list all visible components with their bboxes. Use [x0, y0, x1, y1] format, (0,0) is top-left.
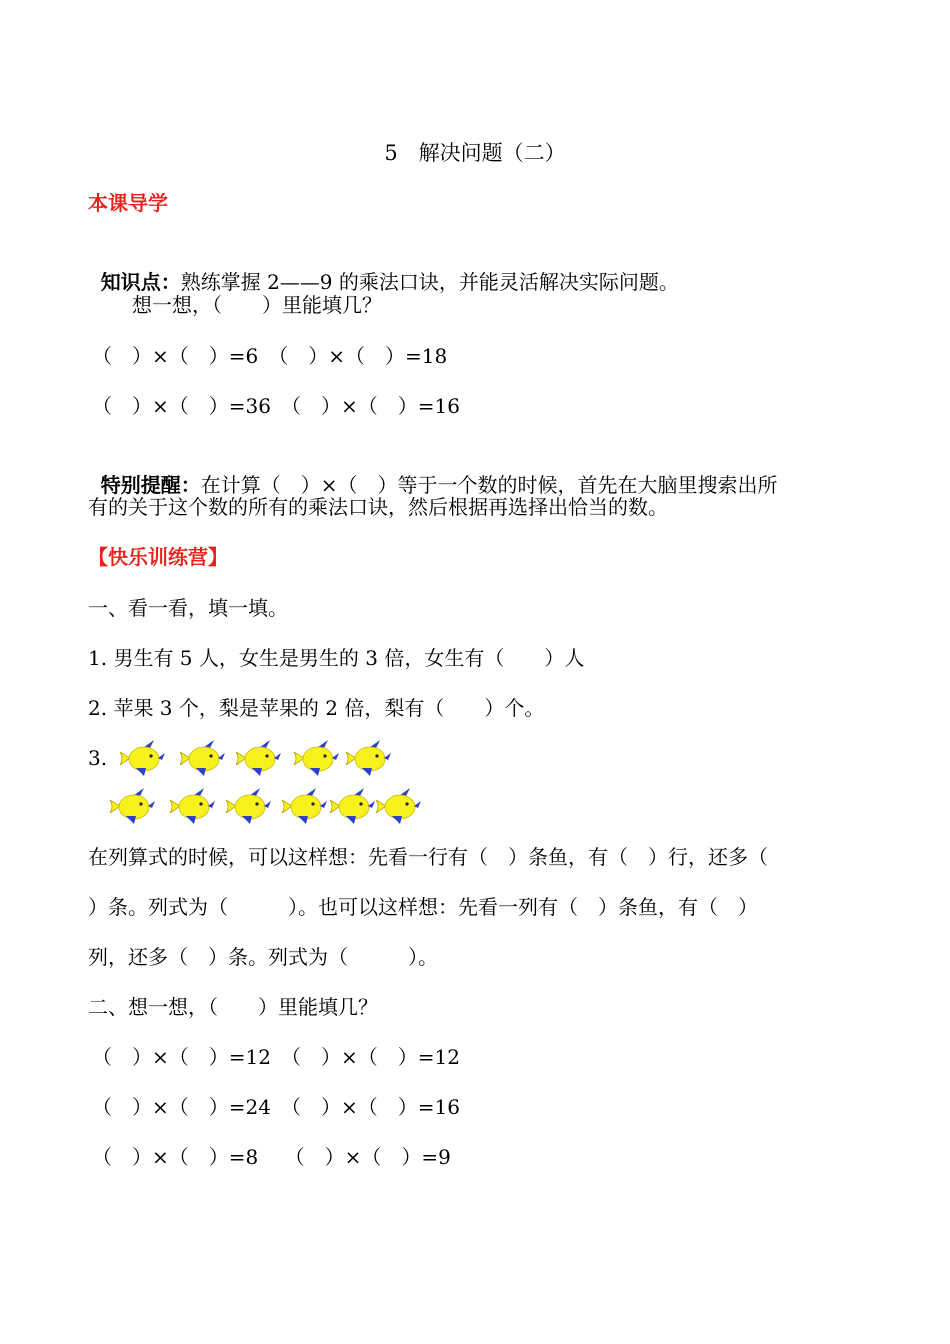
question-3-text-2: ）条。列式为（ ）。也可以这样想：先看一列有（ ）条鱼，有（ ）	[88, 895, 758, 919]
fish-icon	[280, 786, 328, 826]
page-title: 5 解决问题（二）	[384, 141, 566, 165]
reminder-label: 特别提醒：	[100, 473, 201, 497]
intro-equation-row-2: （ ）×（ ）=36 （ ）×（ ）=16	[92, 394, 460, 418]
fish-illustration	[108, 738, 438, 834]
question-1: 1. 男生有 5 人，女生是男生的 3 倍，女生有（ ）人	[88, 646, 585, 670]
part1-heading: 一、看一看，填一填。	[88, 596, 288, 620]
fish-icon	[178, 738, 226, 778]
knowledge-point	[88, 240, 679, 296]
fish-icon	[328, 786, 376, 826]
section-heading-practice: 【快乐训练营】	[88, 545, 228, 569]
fish-icon	[292, 738, 340, 778]
question-2: 2. 苹果 3 个，梨是苹果的 2 倍，梨有（ ）个。	[88, 696, 545, 720]
fish-icon	[168, 786, 216, 826]
question-3-text-3: 列，还多（ ）条。列式为（ ）。	[88, 945, 438, 969]
question-3-text-1: 在列算式的时候，可以这样想：先看一行有（ ）条鱼，有（ ）行，还多（	[88, 845, 768, 869]
fish-icon	[108, 786, 156, 826]
knowledge-label: 知识点：	[100, 270, 181, 294]
fish-icon	[344, 738, 392, 778]
part2-equation-row-2: （ ）×（ ）=24 （ ）×（ ）=16	[92, 1095, 460, 1119]
reminder-text-1: 在计算（ ）×（ ）等于一个数的时候，首先在大脑里搜索出所	[200, 473, 778, 497]
reminder-line-1	[88, 443, 777, 499]
intro-equation-row-1: （ ）×（ ）=6 （ ）×（ ）=18	[92, 344, 448, 368]
part2-heading: 二、想一想，（ ）里能填几？	[88, 995, 378, 1019]
fish-icon	[374, 786, 422, 826]
knowledge-text: 熟练掌握 2——9 的乘法口诀，并能灵活解决实际问题。	[180, 270, 679, 294]
fish-icon	[234, 738, 282, 778]
section-heading-guide: 本课导学	[88, 191, 168, 215]
reminder-line-2: 有的关于这个数的所有的乘法口诀，然后根据再选择出恰当的数。	[88, 495, 668, 519]
fish-icon	[224, 786, 272, 826]
think-prompt: 想一想，（ ）里能填几？	[132, 293, 382, 317]
part2-equation-row-3: （ ）×（ ）=8 （ ）×（ ）=9	[92, 1145, 451, 1169]
fish-icon	[118, 738, 166, 778]
question-3-label: 3.	[88, 746, 108, 770]
part2-equation-row-1: （ ）×（ ）=12 （ ）×（ ）=12	[92, 1045, 460, 1069]
